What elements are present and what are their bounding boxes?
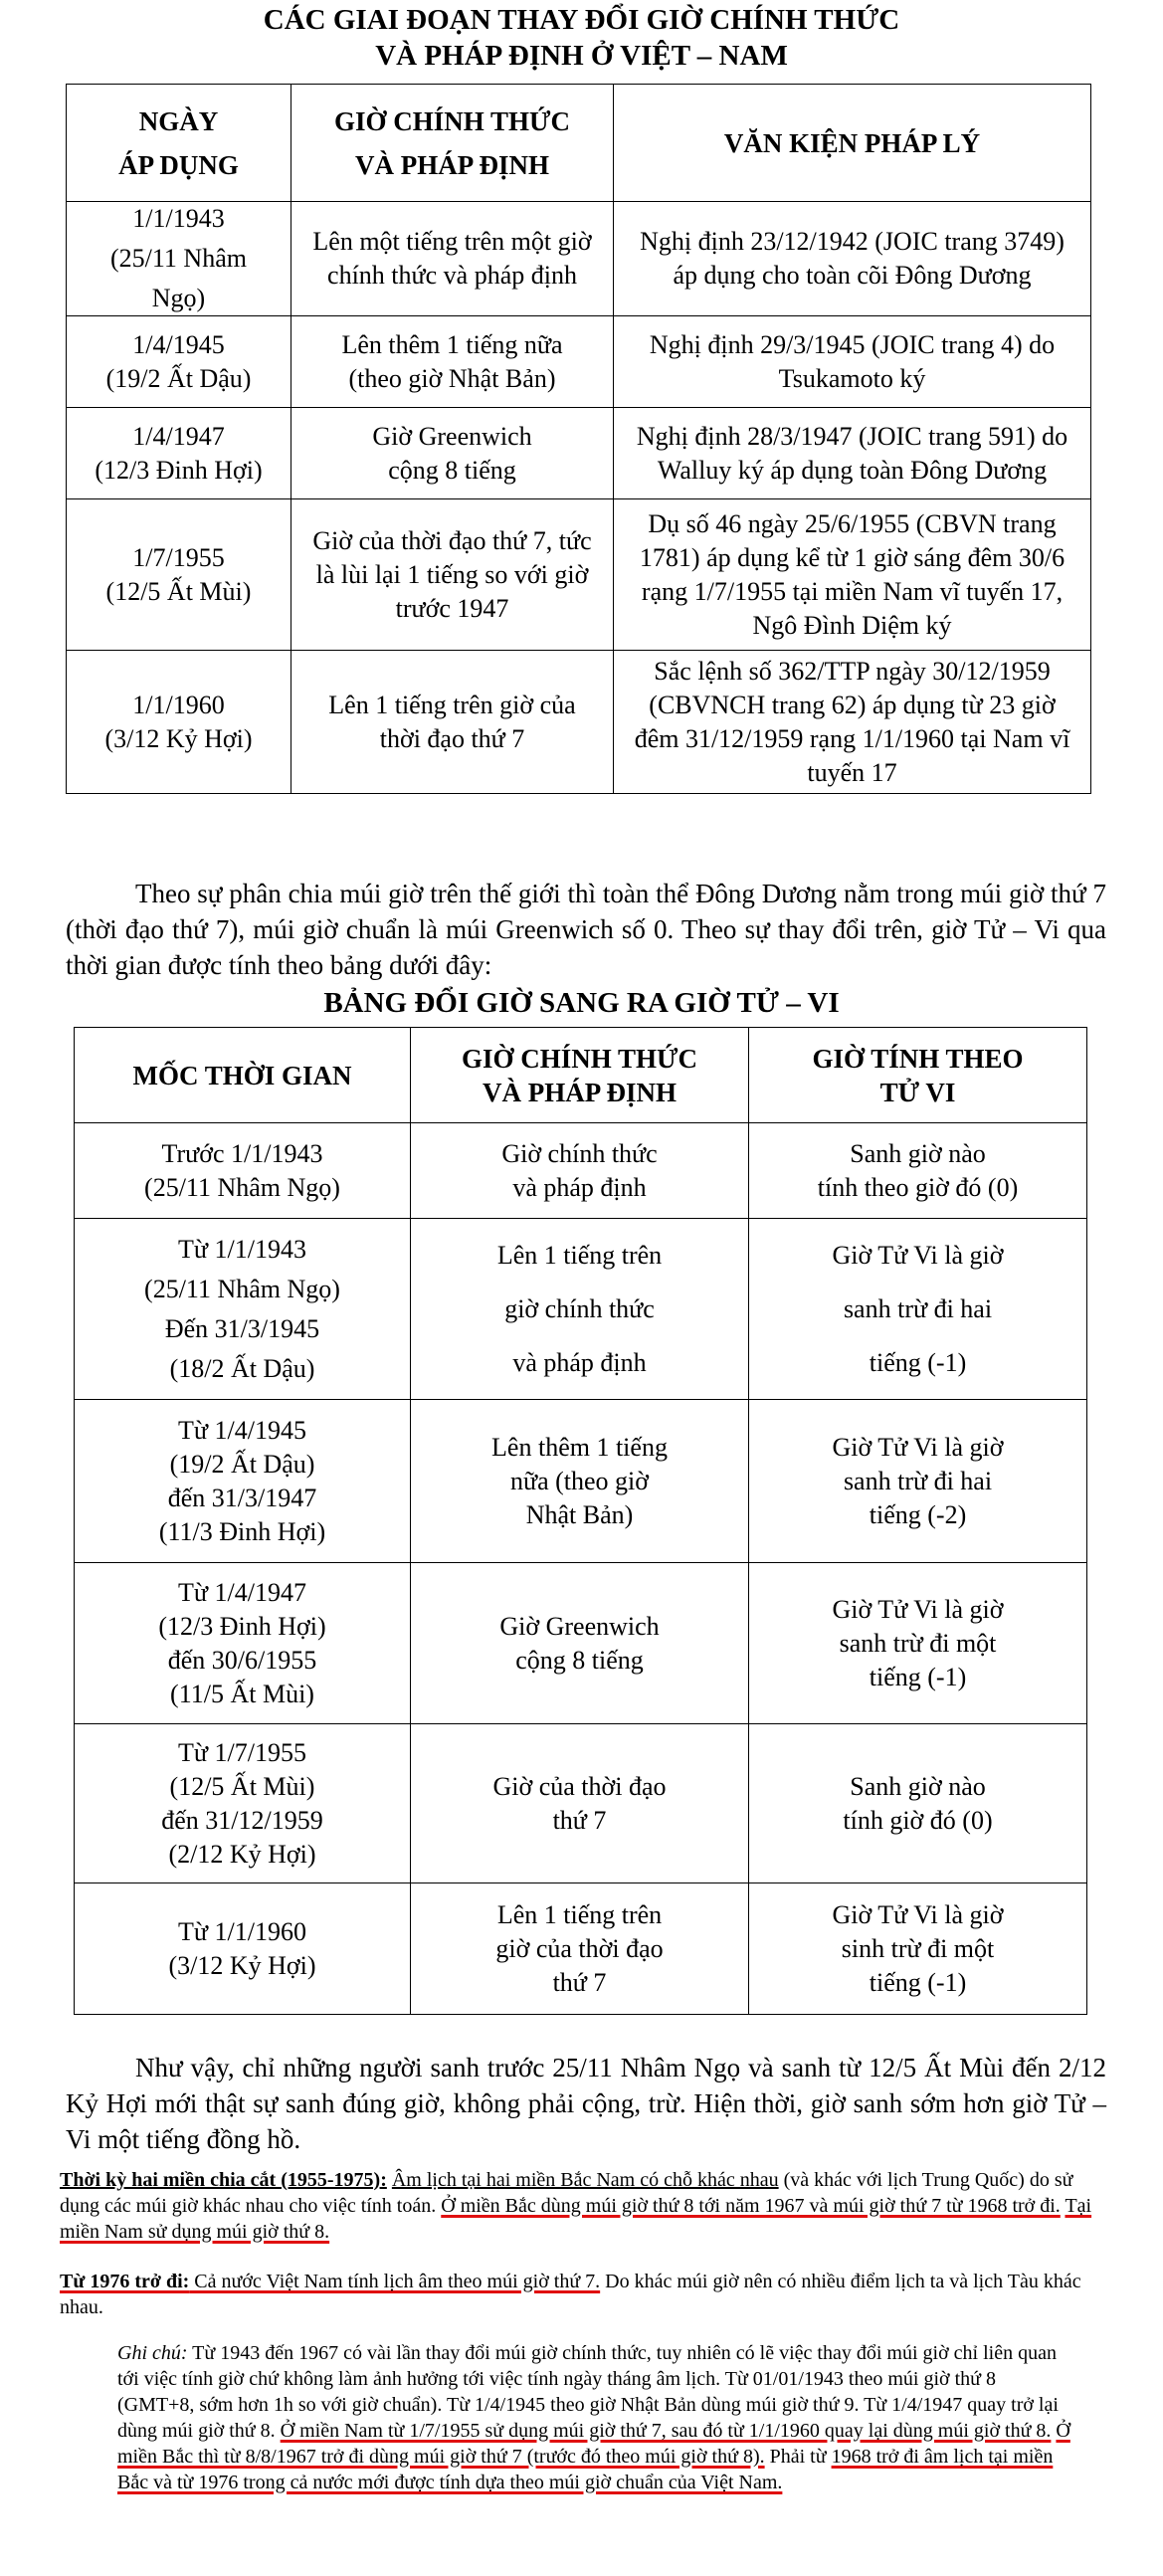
note-label: Từ 1976 trở đi: <box>60 2271 190 2292</box>
tuvi-time-cell: Giờ Tử Vi là giờ sanh trừ đi hai tiếng (-1) <box>749 1219 1087 1400</box>
official-time-cell: Lên thêm 1 tiếng nữa (theo giờ Nhật Bản) <box>411 1400 749 1563</box>
tuvi-time-cell: Giờ Tử Vi là giờ sanh trừ đi hai tiếng (-2) <box>749 1400 1087 1563</box>
official-time-cell: Giờ Greenwich cộng 8 tiếng <box>411 1563 749 1724</box>
note-text: Do khác múi giờ nên có nhiều điểm lịch ta và lịch Tàu khác nhau. <box>60 2271 1081 2318</box>
official-time-cell: Giờ Greenwich cộng 8 tiếng <box>291 408 614 499</box>
note-highlight: Ở miền Bắc dùng múi giờ thứ 8 tới năm 1967 và múi giờ thứ 7 từ 1968 trở đi. <box>441 2195 1061 2217</box>
date-cell: 1/4/1945 (19/2 Ất Dậu) <box>67 316 291 408</box>
table-row <box>75 1123 1087 1219</box>
note-highlight: Tại miền Nam sử dụng múi giờ thứ 8. <box>60 2195 1092 2243</box>
header-legal-document: VĂN KIỆN PHÁP LÝ <box>614 85 1091 202</box>
time-change-table <box>66 84 1091 794</box>
table-row <box>67 316 1091 408</box>
intro-paragraph: Theo sự phân chia múi giờ trên thế giới thì toàn thể Đông Dương nằm trong múi giờ thứ 7 (thời đạo thứ 7), múi giờ chuẩn là múi Greenwich số 0. Theo sự thay đổi trên, giờ Tử – Vi qua thời gian được tính theo bảng dưới đây: <box>66 879 1106 980</box>
period-cell: Từ 1/4/1945 (19/2 Ất Dậu) đến 31/3/1947 (11/3 Đinh Hợi) <box>75 1400 411 1563</box>
header-period: MỐC THỜI GIAN <box>75 1028 411 1123</box>
official-time-cell: Lên thêm 1 tiếng nữa (theo giờ Nhật Bản) <box>291 316 614 408</box>
conversion-table-title: BẢNG ĐỔI GIỜ SANG RA GIỜ TỬ – VI <box>323 987 840 1019</box>
table-header-row <box>75 1028 1087 1123</box>
note-remark <box>117 2340 1074 2495</box>
date-cell: 1/1/1943 (25/11 Nhâm Ngọ) <box>67 202 291 316</box>
note-text: Âm lịch tại hai miền Bắc Nam có chỗ khác nhau <box>391 2169 779 2191</box>
table-row <box>75 1400 1087 1563</box>
note-highlight: Cả nước Việt Nam tính lịch âm theo múi giờ thứ 7. <box>189 2271 601 2292</box>
legal-document-cell: Nghị định 28/3/1947 (JOIC trang 591) do Walluy ký áp dụng toàn Đông Dương <box>614 408 1091 499</box>
official-time-cell: Giờ của thời đạo thứ 7 <box>411 1724 749 1883</box>
tuvi-time-cell: Giờ Tử Vi là giờ sanh trừ đi một tiếng (-1) <box>749 1563 1087 1724</box>
page-title: CÁC GIAI ĐOẠN THAY ĐỔI GIỜ CHÍNH THỨC <box>263 4 900 36</box>
legal-document-cell: Dụ số 46 ngày 25/6/1955 (CBVN trang 1781) áp dụng kể từ 1 giờ sáng đêm 30/6 rạng 1/7/1955 tại miền Nam vĩ tuyến 17, Ngô Đình Diệm ký <box>614 499 1091 651</box>
tuvi-conversion-table <box>74 1027 1087 2015</box>
note-text: Từ 1943 đến 1967 có vài lần thay đổi múi giờ chính thức, tuy nhiên có lẽ việc thay đổi múi giờ chỉ liên quan tới việc tính giờ chứ không làm ảnh hưởng tới việc tính ngày tháng âm lịch. Từ 01/01/1943 theo múi giờ thứ 8 (GMT+8, sớm hơn 1h so với giờ chuẩn). Từ 1/4/1945 theo giờ Nhật Bản dùng múi giờ thứ 9. Từ 1/4/1947 quay trở lại dùng múi giờ thứ 8. <box>117 2342 1059 2442</box>
table-row <box>75 1883 1087 2015</box>
official-time-cell: Lên 1 tiếng trên giờ của thời đạo thứ 7 <box>411 1883 749 2015</box>
official-time-cell: Giờ của thời đạo thứ 7, tức là lùi lại 1 tiếng so với giờ trước 1947 <box>291 499 614 651</box>
table-row <box>75 1563 1087 1724</box>
note-highlight: 1968 trở đi âm lịch tại miền Bắc và từ 1976 trong cả nước mới được tính dựa theo múi giờ chuẩn của Việt Nam. <box>117 2446 1054 2493</box>
note-highlight: Ở miền Bắc thì từ 8/8/1967 trở đi dùng múi giờ thứ 7 (trước đó theo múi giờ thứ 8). <box>117 2420 1070 2468</box>
period-cell: Từ 1/1/1960 (3/12 Kỷ Hợi) <box>75 1883 411 2015</box>
legal-document-cell: Nghị định 29/3/1945 (JOIC trang 4) do Tsukamoto ký <box>614 316 1091 408</box>
period-cell: Từ 1/7/1955 (12/5 Ất Mùi) đến 31/12/1959 (2/12 Kỷ Hợi) <box>75 1724 411 1883</box>
date-cell: 1/4/1947 (12/3 Đinh Hợi) <box>67 408 291 499</box>
date-cell: 1/1/1960 (3/12 Kỷ Hợi) <box>67 651 291 794</box>
note-highlight: Ở miền Nam từ 1/7/1955 sử dụng múi giờ thứ 7, sau đó từ 1/1/1960 quay lại dùng múi giờ thứ 8. <box>280 2420 1052 2442</box>
page-subtitle: VÀ PHÁP ĐỊNH Ở VIỆT – NAM <box>375 40 788 72</box>
official-time-cell: Giờ chính thức và pháp định <box>411 1123 749 1219</box>
tuvi-time-cell: Sanh giờ nào tính giờ đó (0) <box>749 1724 1087 1883</box>
header-date: NGÀY ÁP DỤNG <box>67 85 291 202</box>
header-tuvi-time: GIỜ TÍNH THEO TỬ VI <box>749 1028 1087 1123</box>
official-time-cell: Lên 1 tiếng trên giờ chính thức và pháp định <box>411 1219 749 1400</box>
table-row <box>67 499 1091 651</box>
legal-document-cell: Sắc lệnh số 362/TTP ngày 30/12/1959 (CBVNCH trang 62) áp dụng từ 23 giờ đêm 31/12/1959 rạng 1/1/1960 tại Nam vĩ tuyến 17 <box>614 651 1091 794</box>
note-label: Ghi chú: <box>117 2342 188 2364</box>
note-text: Phải từ <box>764 2446 832 2468</box>
note-text: (và khác với lịch Trung Quốc) do sử dụng các múi giờ khác nhau cho việc tính toán. <box>60 2169 1073 2217</box>
period-cell: Trước 1/1/1943 (25/11 Nhâm Ngọ) <box>75 1123 411 1219</box>
note-label: Thời kỳ hai miền chia cắt (1955-1975): <box>60 2169 387 2191</box>
tuvi-time-cell: Sanh giờ nào tính theo giờ đó (0) <box>749 1123 1087 1219</box>
official-time-cell: Lên 1 tiếng trên giờ của thời đạo thứ 7 <box>291 651 614 794</box>
table-header-row <box>67 85 1091 202</box>
header-official-time: GIỜ CHÍNH THỨC VÀ PHÁP ĐỊNH <box>411 1028 749 1123</box>
period-cell: Từ 1/4/1947 (12/3 Đinh Hợi) đến 30/6/1955 (11/5 Ất Mùi) <box>75 1563 411 1724</box>
table-row <box>67 408 1091 499</box>
period-cell: Từ 1/1/1943 (25/11 Nhâm Ngọ) Đến 31/3/1945 (18/2 Ất Dậu) <box>75 1219 411 1400</box>
note-division-period <box>60 2167 1116 2245</box>
tuvi-time-cell: Giờ Tử Vi là giờ sinh trừ đi một tiếng (-1) <box>749 1883 1087 2015</box>
table-row <box>75 1724 1087 1883</box>
table-row <box>67 651 1091 794</box>
conclusion-paragraph: Như vậy, chỉ những người sanh trước 25/11 Nhâm Ngọ và sanh từ 12/5 Ất Mùi đến 2/12 Kỷ Hợi mới thật sự sanh đúng giờ, không phải cộng, trừ. Hiện thời, giờ sanh sớm hơn giờ Tử – Vi một tiếng đồng hồ. <box>66 2053 1106 2154</box>
table-row <box>75 1219 1087 1400</box>
header-official-time: GIỜ CHÍNH THỨC VÀ PHÁP ĐỊNH <box>291 85 614 202</box>
table-row <box>67 202 1091 316</box>
legal-document-cell: Nghị định 23/12/1942 (JOIC trang 3749) áp dụng cho toàn cõi Đông Dương <box>614 202 1091 316</box>
note-from-1976 <box>60 2269 1116 2320</box>
date-cell: 1/7/1955 (12/5 Ất Mùi) <box>67 499 291 651</box>
official-time-cell: Lên một tiếng trên một giờ chính thức và pháp định <box>291 202 614 316</box>
